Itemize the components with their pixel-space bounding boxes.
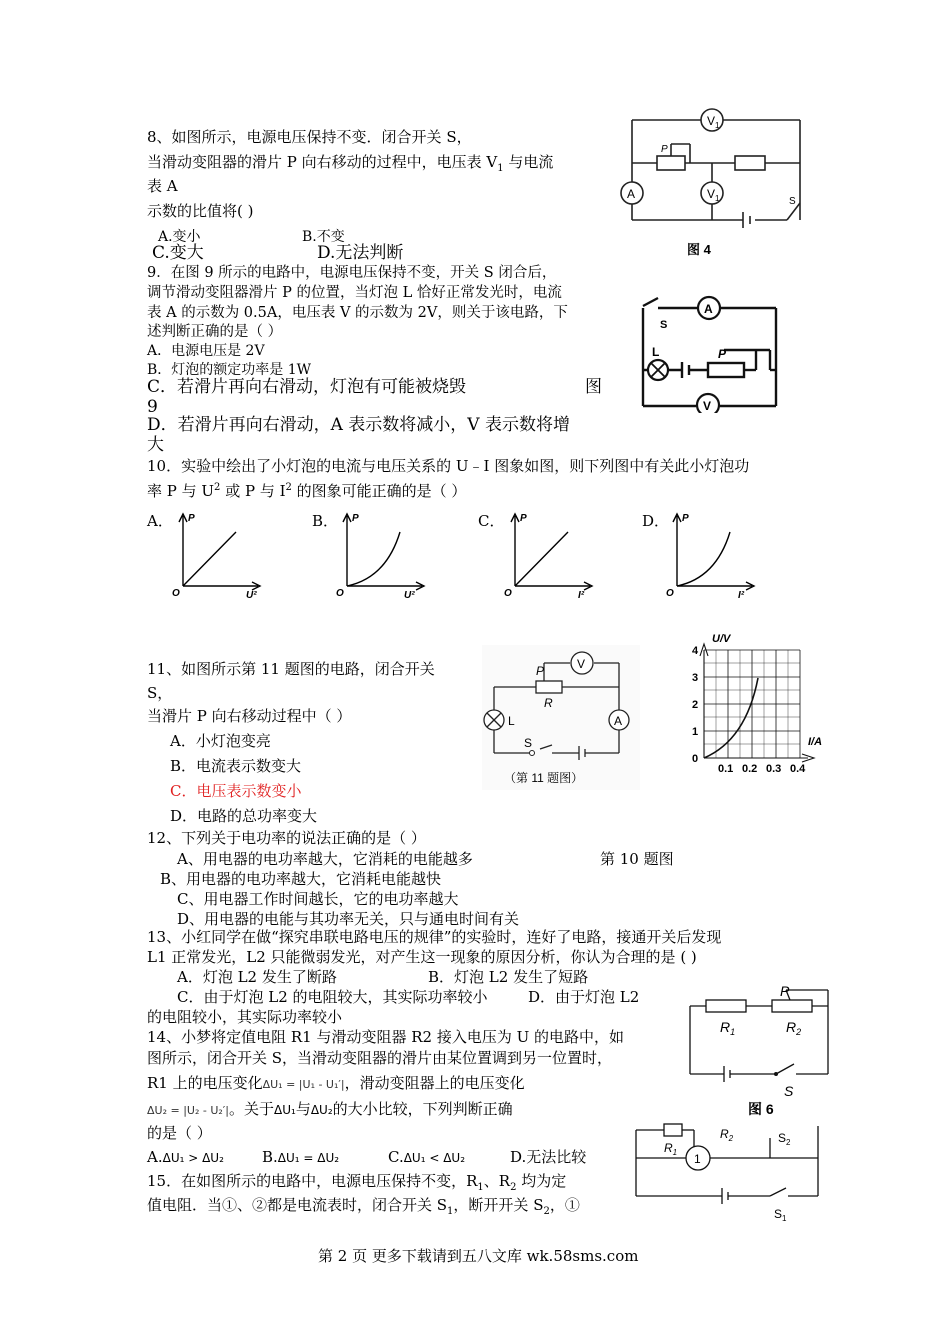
q11-fig-caption: （第 11 题图） (504, 771, 584, 785)
graph-y-tick-1: 1 (692, 726, 699, 738)
q14-option-a: A.ΔU₁ > ΔU₂ (147, 1148, 224, 1166)
graph-x-tick-4: 0.4 (790, 763, 806, 775)
q11-option-c: C．电压表示数变小 (170, 782, 302, 800)
q8-line1: 8、如图所示，电源电压保持不变．闭合开关 S， (147, 128, 472, 146)
q11-fig-p: P (536, 664, 545, 678)
q14-option-c: C.ΔU₁ < ΔU₂ (388, 1148, 466, 1166)
q11-fig-a: A (614, 714, 623, 728)
q9-fig-s: S (660, 319, 668, 331)
q12-stem: 12、下列关于电功率的说法正确的是（ ） (147, 829, 426, 847)
q10-option-a-label: A． (147, 512, 173, 530)
q14-line3: R1 上的电压变化ΔU₁ = |U₁ - U₁′|，滑动变阻器上的电压变化 (147, 1074, 525, 1092)
q14-option-b: B.ΔU₁ = ΔU₂ (262, 1148, 340, 1166)
graph-y-tick-2: 2 (692, 699, 699, 711)
q15-fig-s2: $S_2$ (778, 1131, 791, 1147)
q9-fig-v: V (703, 399, 712, 413)
q14-fig-r2: $R_2$ (786, 1019, 802, 1037)
q13-line-end: 的电阻较小，其实际功率较小 (147, 1008, 343, 1026)
q10-option-c-label: C． (478, 512, 505, 530)
q9-option-d-line2: 大 (147, 435, 164, 455)
q10-d-origin: O (666, 588, 674, 599)
q14-fig-s: S (784, 1083, 794, 1099)
q9-option-c: C．若滑片再向右滑动，灯泡有可能被烧毁 (147, 377, 467, 397)
q9-line4: 述判断正确的是（ ） (147, 324, 283, 340)
q9-circuit-figure (638, 288, 788, 413)
graph-y-tick-0: 0 (692, 753, 699, 765)
q13-option-a: A．灯泡 L2 发生了断路 (177, 968, 337, 986)
q14-fig-p: P (780, 983, 790, 999)
q8-option-b: B.不变 (302, 229, 345, 245)
q10-c-origin: O (504, 588, 512, 599)
q11-fig-l: L (508, 714, 515, 728)
q15-fig-meter-1: 1 (694, 1152, 701, 1166)
q8-fig-p: P (661, 144, 668, 155)
q14-formula-2: ΔU₂ = |U₂ - U₂′| (147, 1104, 229, 1117)
q13-option-d: D．由于灯泡 L2 (528, 988, 640, 1006)
q10-b-origin: O (336, 588, 344, 599)
q15-fig-s1: $S_1$ (774, 1207, 787, 1223)
q11-circuit-figure (482, 645, 640, 790)
q8-fig-a: A (627, 187, 636, 201)
q8-line2: 当滑动变阻器的滑片 P 向右移动的过程中，电压表 $V_1$ 与电流 (147, 153, 554, 174)
q10-line1: 10．实验中绘出了小灯泡的电流与电压关系的 U﹣I 图象如图，则下列图中有关此小灯泡功 (147, 457, 750, 475)
q10-d-y-label: P (682, 513, 689, 524)
q10-ui-graph (682, 630, 822, 775)
q9-fig-l: L (652, 345, 660, 359)
graph-y-tick-3: 3 (692, 672, 699, 684)
q13-option-c: C．由于灯泡 L2 的电阻较大，其实际功率较小 (177, 988, 488, 1006)
q15-line1: 15．在如图所示的电路中，电源电压保持不变，$R_1$、$R_2$ 均为定 (147, 1172, 567, 1193)
q11-line1: 11、如图所示第 11 题图的电路，闭合开关 (147, 660, 435, 678)
q13-option-b: B．灯泡 L2 发生了短路 (428, 968, 589, 986)
graph10-caption: 第 10 题图 (600, 850, 674, 868)
q14-circuit-figure (680, 982, 840, 1118)
q8-fig-v1-top: $V_1$ (707, 114, 720, 130)
graph-x-tick-3: 0.3 (766, 763, 782, 775)
q11-fig-v: V (577, 657, 586, 671)
graph-x-tick-1: 0.1 (718, 763, 734, 775)
q9-option-d-line1: D．若滑片再向右滑动，A 表示数将减小，V 表示数将增 (147, 415, 570, 435)
q12-option-c: C、用电器工作时间越长，它的电功率越大 (177, 890, 459, 908)
q12-option-a: A、用电器的电功率越大，它消耗的电能越多 (177, 850, 473, 868)
q10-c-x-label: I² (578, 590, 585, 600)
q10-line2: 率 P 与 $U^2$ 或 P 与 $I^2$ 的图象可能正确的是（ ） (147, 482, 467, 500)
q10-option-c-graph (502, 508, 602, 600)
q11-fig-s: S (524, 736, 533, 750)
q10-option-d-label: D． (642, 512, 670, 530)
q8-line3: 表 A (147, 177, 178, 195)
q14-formula-1: ΔU₁ = |U₁ - U₁′| (262, 1078, 345, 1091)
q11-option-d: D．电路的总功率变大 (170, 807, 318, 825)
q10-a-x-label: U² (246, 590, 257, 600)
q14-line4: ΔU₂ = |U₂ - U₂′|。关于ΔU₁与ΔU₂的大小比较，下列判断正确 (147, 1100, 513, 1118)
graph-x-tick-2: 0.2 (742, 763, 758, 775)
q9-line2: 调节滑动变阻器滑片 P 的位置，当灯泡 L 恰好正常发光时，电流 (147, 285, 562, 301)
q8-fig-label: 图 4 (687, 242, 711, 257)
q10-c-y-label: P (520, 513, 527, 524)
q15-line2: 值电阻．当①、②都是电流表时，闭合开关 $S_1$，断开开关 $S_2$，① (147, 1196, 580, 1217)
q9-option-a: A．电源电压是 2V (147, 343, 265, 359)
q8-line4: 示数的比值将( ) (147, 202, 254, 220)
q14-fig-r1: $R_1$ (720, 1019, 736, 1037)
q9-fig-a: A (704, 302, 713, 316)
q9-fig-tag-1: 图 (585, 377, 602, 397)
q14-option-d: D.无法比较 (510, 1148, 587, 1166)
q10-option-d-graph (664, 508, 764, 600)
page-footer: 第 2 页 更多下载请到五八文库 wk.58sms.com (318, 1247, 639, 1265)
q10-a-origin: O (172, 588, 180, 599)
q10-d-x-label: I² (738, 590, 745, 600)
graph-y-tick-4: 4 (692, 645, 699, 657)
q10-a-y-label: P (188, 513, 195, 524)
q12-option-b: B、用电器的电功率越大，它消耗电能越快 (160, 870, 442, 888)
q9-fig-p: P (718, 347, 727, 361)
graph-y-label: U/V (712, 633, 731, 645)
graph-x-label: I/A (808, 736, 822, 748)
q8-option-d: D.无法判断 (317, 243, 404, 263)
q9-line3: 表 A 的示数为 0.5A，电压表 V 的示数为 2V，则关于该电路，下 (147, 305, 568, 321)
q9-option-b: B．灯泡的额定功率是 1W (147, 362, 312, 378)
q10-option-b-label: B． (312, 512, 339, 530)
q8-option-a: A.变小 (158, 229, 201, 245)
q10-option-a-graph (170, 508, 270, 600)
q11-line3: 当滑片 P 向右移动过程中（ ） (147, 707, 352, 725)
q8-fig-s: S (789, 196, 796, 207)
q8-circuit-figure (615, 108, 815, 268)
q14-line2: 图所示，闭合开关 S，当滑动变阻器的滑片由某位置调到另一位置时， (147, 1049, 613, 1067)
q10-option-b-graph (334, 508, 434, 600)
q14-fig-label: 图 6 (748, 1101, 774, 1117)
q11-fig-r: R (544, 696, 553, 710)
q8-option-c: C.变大 (152, 243, 204, 263)
q15-fig-r2: $R_2$ (720, 1127, 734, 1143)
q14-line1: 14、小梦将定值电阻 R1 与滑动变阻器 R2 接入电压为 U 的电路中，如 (147, 1028, 625, 1046)
q12-option-d: D、用电器的电能与其功率无关，只与通电时间有关 (177, 910, 520, 928)
q11-line2: S， (147, 684, 173, 702)
q15-circuit-figure (622, 1108, 822, 1223)
q13-line2: L1 正常发光，L2 只能微弱发光，对产生这一现象的原因分析，你认为合理的是 ( ) (147, 948, 697, 966)
q10-b-y-label: P (352, 513, 359, 524)
q9-line1: 9．在图 9 所示的电路中，电源电压保持不变，开关 S 闭合后， (147, 265, 557, 281)
q8-fig-v1-mid: $V_1$ (707, 187, 720, 203)
q10-b-x-label: U² (404, 590, 415, 600)
q15-fig-r1: $R_1$ (664, 1141, 678, 1157)
q11-option-a: A．小灯泡变亮 (170, 732, 271, 750)
q11-option-b: B．电流表示数变大 (170, 757, 302, 775)
q13-line1: 13、小红同学在做“探究串联电路电压的规律”的实验时，连好了电路，接通开关后发现 (147, 928, 722, 946)
q14-line5: 的是（ ） (147, 1124, 212, 1142)
q9-fig-tag-2: 9 (147, 397, 158, 417)
